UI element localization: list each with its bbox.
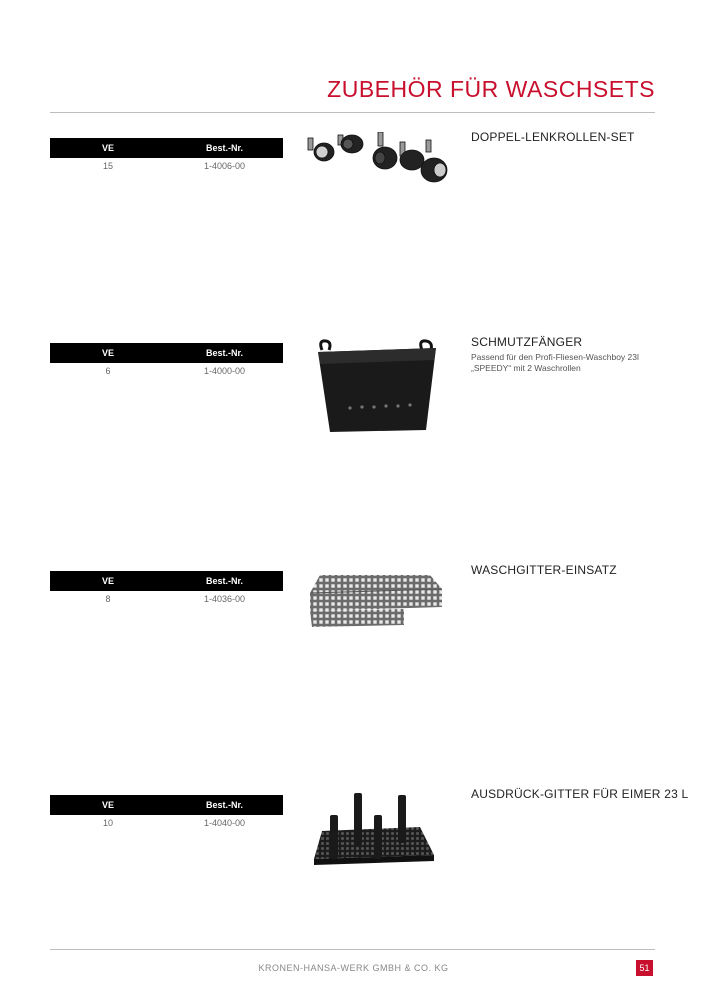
column-header-best-nr: Best.-Nr.	[166, 343, 283, 363]
column-header-ve: VE	[50, 343, 166, 363]
cell-best-nr: 1-4006-00	[203, 160, 246, 171]
table-header-row	[50, 571, 283, 591]
table-row	[50, 363, 283, 378]
table-row	[50, 815, 283, 830]
product-table	[50, 343, 283, 378]
footer-company: KRONEN-HANSA-WERK GMBH & CO. KG	[258, 963, 449, 973]
product-table	[50, 795, 283, 830]
description-line: Passend für den Profi-Fliesen-Waschboy 23l	[471, 352, 639, 362]
table-row	[50, 158, 283, 173]
product-schmutzfaenger	[50, 335, 655, 453]
footer-divider	[50, 949, 655, 950]
product-table	[50, 571, 283, 606]
cell-ve: 6	[105, 365, 111, 376]
cell-best-nr: 1-4040-00	[203, 817, 246, 828]
castor-wheels-icon	[300, 132, 455, 190]
cell-ve: 15	[102, 160, 113, 171]
column-header-best-nr: Best.-Nr.	[166, 795, 283, 815]
dirt-catcher-basket-icon	[300, 338, 455, 440]
column-header-ve: VE	[50, 138, 166, 158]
wash-grid-insert-icon	[300, 571, 455, 633]
table-header-row	[50, 138, 283, 158]
page-title: ZUBEHÖR FÜR WASCHSETS	[327, 76, 655, 102]
product-name: SCHMUTZFÄNGER	[471, 335, 583, 349]
product-doppel-lenkrollen	[50, 130, 655, 248]
product-description	[471, 352, 639, 374]
table-header-row	[50, 795, 283, 815]
cell-best-nr: 1-4000-00	[203, 365, 246, 376]
product-ausdrueck-gitter	[50, 787, 689, 905]
product-waschgitter-einsatz	[50, 563, 655, 681]
cell-best-nr: 1-4036-00	[203, 593, 246, 604]
product-name: AUSDRÜCK-GITTER FÜR EIMER 23 L	[471, 787, 689, 801]
page-number: 51	[636, 960, 653, 976]
product-name: WASCHGITTER-EINSATZ	[471, 563, 617, 577]
description-line: „SPEEDY“ mit 2 Waschrollen	[471, 363, 581, 373]
table-header-row	[50, 343, 283, 363]
product-table	[50, 138, 283, 173]
column-header-best-nr: Best.-Nr.	[166, 138, 283, 158]
cell-ve: 10	[102, 817, 113, 828]
column-header-ve: VE	[50, 571, 166, 591]
column-header-ve: VE	[50, 795, 166, 815]
table-row	[50, 591, 283, 606]
product-name: DOPPEL-LENKROLLEN-SET	[471, 130, 635, 144]
column-header-best-nr: Best.-Nr.	[166, 571, 283, 591]
cell-ve: 8	[105, 593, 111, 604]
title-divider	[50, 112, 655, 113]
wringer-grid-icon	[300, 781, 455, 873]
